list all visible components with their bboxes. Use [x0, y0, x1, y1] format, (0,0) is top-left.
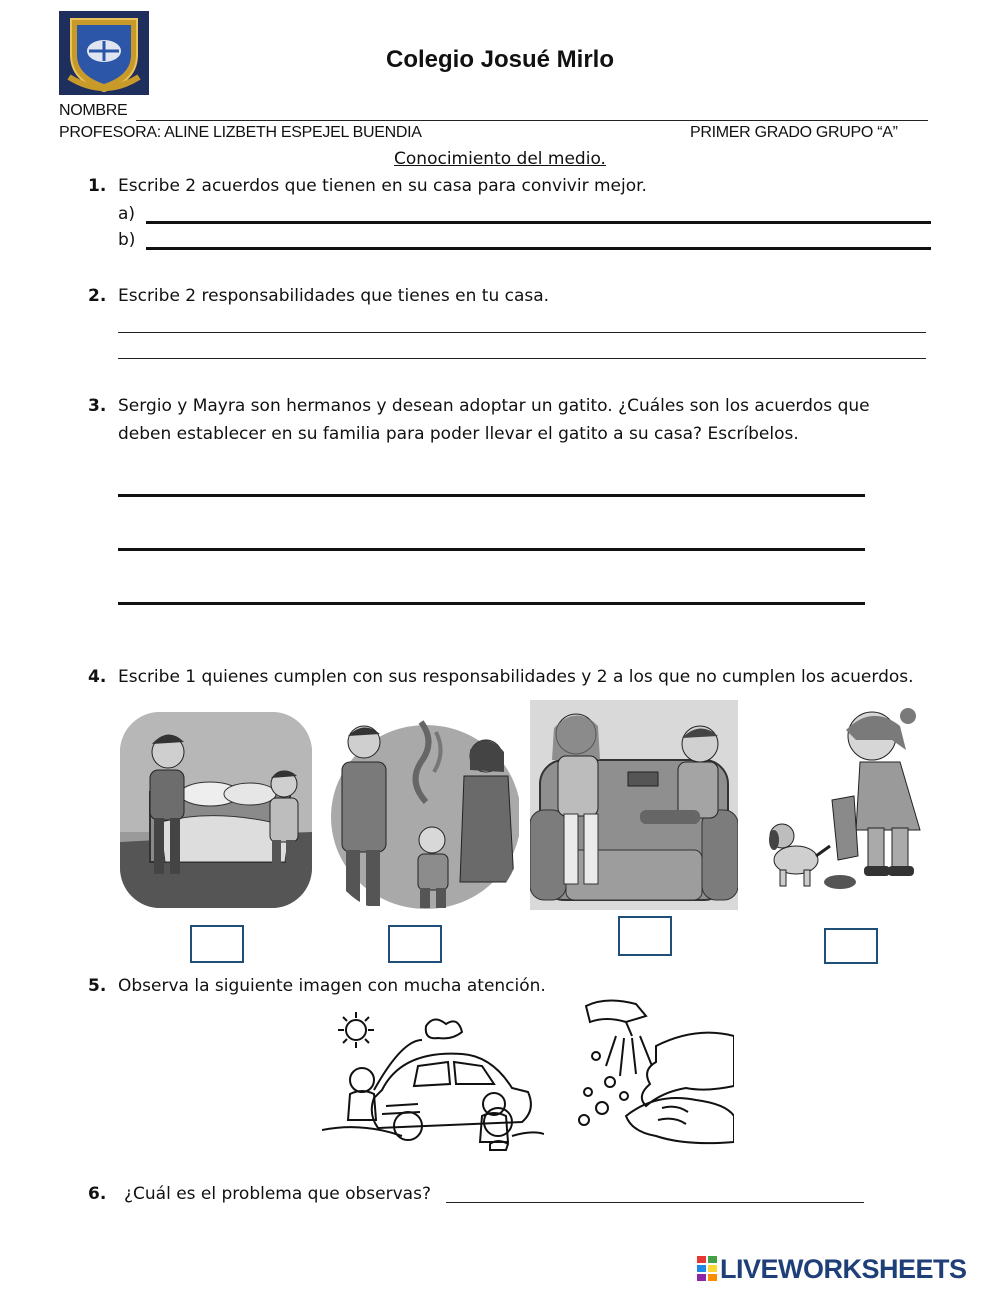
q6-text: ¿Cuál es el problema que observas?	[124, 1184, 431, 1204]
q5-text: Observa la siguiente imagen con mucha atención.	[118, 976, 546, 996]
q3-text-line-1: Sergio y Mayra son hermanos y desean adoptar un gatito. ¿Cuáles son los acuerdos que	[118, 396, 870, 416]
teacher-name: PROFESORA: ALINE LIZBETH ESPEJEL BUENDIA	[59, 124, 422, 141]
q1-number: 1.	[88, 176, 107, 196]
image-smoking-family	[326, 712, 519, 912]
image-making-bed	[120, 712, 312, 908]
liveworksheets-brand: LIVEWORKSHEETS	[720, 1254, 967, 1284]
answer-box-2[interactable]	[388, 925, 442, 963]
answer-box-4[interactable]	[824, 928, 878, 964]
q3-answer-line-3[interactable]	[118, 602, 865, 605]
q5-number: 5.	[88, 976, 107, 996]
q3-text-line-2: deben establecer en su familia para poder llevar el gatito a su casa? Escríbelos.	[118, 424, 799, 444]
name-label: NOMBRE	[59, 102, 128, 119]
q1-b-answer-line[interactable]	[146, 247, 931, 250]
q3-number: 3.	[88, 396, 107, 416]
answer-box-3[interactable]	[618, 916, 672, 956]
liveworksheets-logo-icon	[697, 1256, 717, 1282]
q2-answer-line-1[interactable]	[118, 332, 926, 333]
q1-a-label: a)	[118, 204, 136, 224]
q2-answer-line-2[interactable]	[118, 358, 926, 359]
q2-text: Escribe 2 responsabilidades que tienes en tu casa.	[118, 286, 550, 306]
q1-a-answer-line[interactable]	[146, 221, 931, 224]
q6-number: 6.	[88, 1184, 107, 1204]
q4-number: 4.	[88, 667, 107, 687]
image-washing-hands	[566, 996, 734, 1146]
image-washing-car	[322, 1010, 544, 1152]
grade-group: PRIMER GRADO GRUPO “A”	[690, 124, 898, 141]
name-field[interactable]	[136, 120, 928, 121]
q6-answer-line[interactable]	[446, 1202, 864, 1203]
image-kids-fighting	[530, 700, 738, 910]
q1-text: Escribe 2 acuerdos que tienen en su casa para convivir mejor.	[118, 176, 647, 196]
q2-number: 2.	[88, 286, 107, 306]
school-title: Colegio Josué Mirlo	[385, 46, 615, 73]
answer-box-1[interactable]	[190, 925, 244, 963]
q4-text: Escribe 1 quienes cumplen con sus responsabilidades y 2 a los que no cumplen los acuerdos.	[118, 667, 914, 687]
q3-answer-line-2[interactable]	[118, 548, 865, 551]
q1-b-label: b)	[118, 230, 136, 250]
image-feeding-dog	[760, 700, 926, 900]
subject-heading: Conocimiento del medio.	[394, 149, 606, 169]
q3-answer-line-1[interactable]	[118, 494, 865, 497]
